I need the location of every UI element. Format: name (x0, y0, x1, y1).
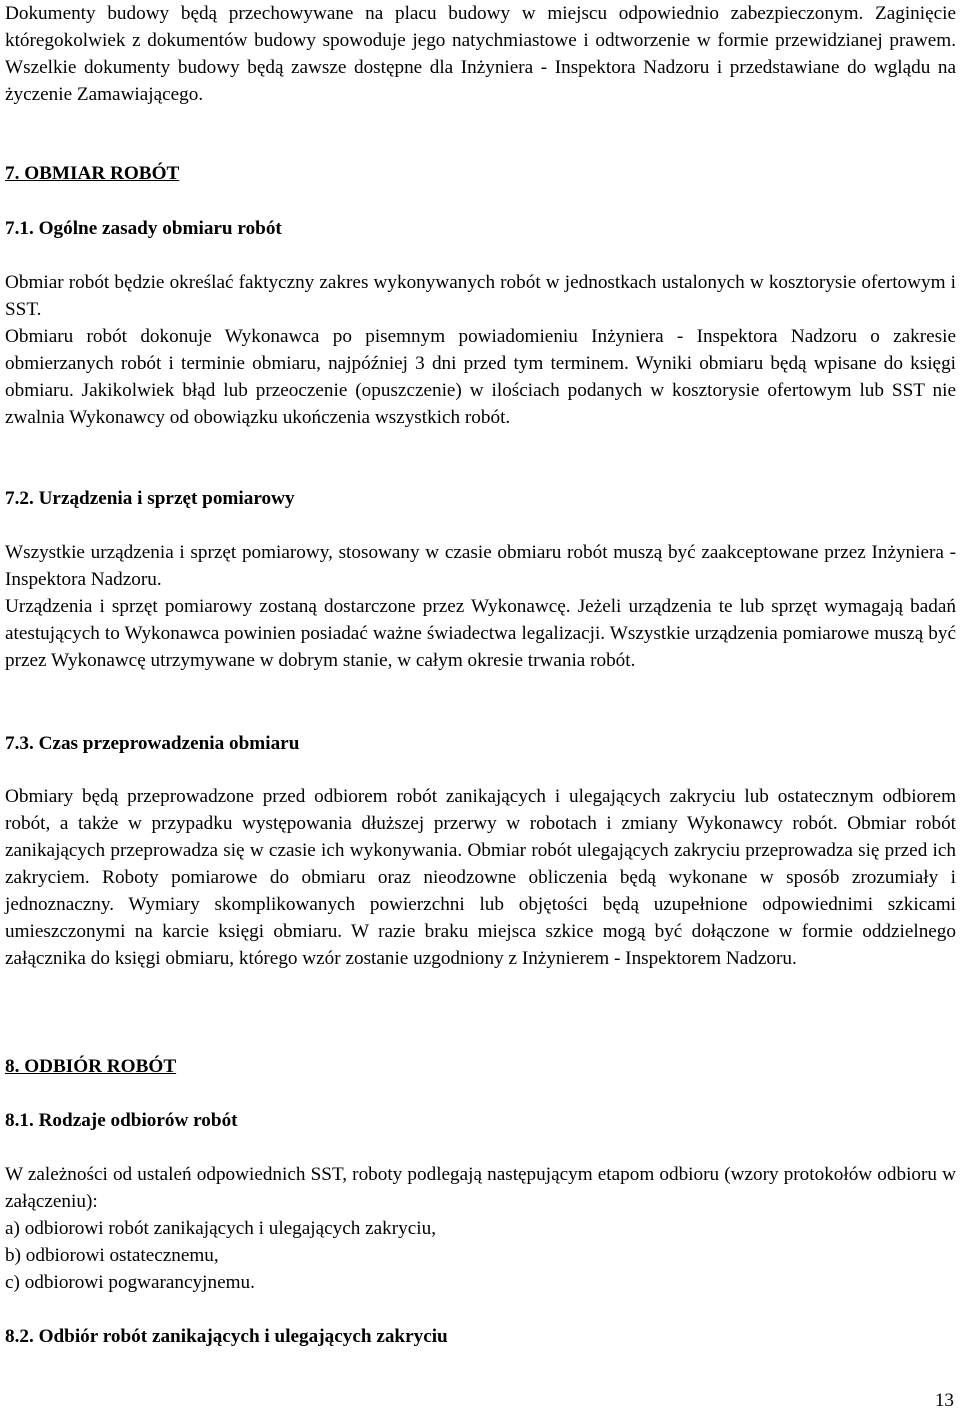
page-number: 13 (934, 1390, 954, 1411)
section-7-heading: 7. OBMIAR ROBÓT (5, 163, 180, 184)
intro-paragraph: Dokumenty budowy będą przechowywane na placu budowy w miejscu odpowiednio zabezpieczonym. Zaginięcie któregokolwiek z dokumentów budowy spowoduje jego natychmiastowe i odtworzenie w formie przewidzianej prawem. Wszelkie dokumenty budowy będą zawsze dostępne dla Inżyniera - Inspektora Nadzoru i przedstawiane do wglądu na życzenie Zamawiającego. (5, 3, 956, 105)
section-7-2-heading: 7.2. Urządzenia i sprzęt pomiarowy (5, 488, 295, 509)
section-8-1-paragraph-1: W zależności od ustaleń odpowiednich SST, roboty podlegają następującym etapom odbioru (wzory protokołów odbioru w załączeniu): (5, 1164, 956, 1212)
section-7-2-paragraph-2: Urządzenia i sprzęt pomiarowy zostaną dostarczone przez Wykonawcę. Jeżeli urządzenia te lub sprzęt wymagają badań atestujących to Wykonawca powinien posiadać ważne świadectwa legalizacji. Wszystkie urządzenia pomiarowe muszą być przez Wykonawcę utrzymywane w dobrym stanie, w całym okresie trwania robót. (5, 596, 956, 671)
list-item: a) odbiorowi robót zanikających i ulegających zakryciu, (5, 1218, 436, 1239)
section-7-1-paragraph-2: Obmiaru robót dokonuje Wykonawca po pisemnym powiadomieniu Inżyniera - Inspektora Nadzoru o zakresie obmierzanych robót i terminie obmiaru, najpóźniej 3 dni przed tym terminem. Wyniki obmiaru będą wpisane do księgi obmiaru. Jakikolwiek błąd lub przeoczenie (opuszczenie) w ilościach podanych w kosztorysie ofertowym lub SST nie zwalnia Wykonawcy od obowiązku ukończenia wszystkich robót. (5, 326, 956, 428)
section-8-2-heading: 8.2. Odbiór robót zanikających i ulegających zakryciu (5, 1326, 448, 1347)
section-7-3-paragraph-1: Obmiary będą przeprowadzone przed odbiorem robót zanikających i ulegających zakryciu lub ostatecznym odbiorem robót, a także w przypadku występowania dłuższej przerwy w robotach i zmiany Wykonawcy robót. Obmiar robót zanikających przeprowadza się w czasie ich wykonywania. Obmiar robót ulegających zakryciu przeprowadza się przed ich zakryciem. Roboty pomiarowe do obmiaru oraz nieodzowne obliczenia będą wykonane w sposób zrozumiały i jednoznaczny. Wymiary skomplikowanych powierzchni lub objętości będą uzupełnione odpowiednimi szkicami umieszczonymi na karcie księgi obmiaru. W razie braku miejsca szkice mogą być dołączone w formie oddzielnego załącznika do księgi obmiaru, którego wzór zostanie uzgodniony z Inżynierem - Inspektorem Nadzoru. (5, 786, 956, 969)
section-7-3-heading: 7.3. Czas przeprowadzenia obmiaru (5, 733, 300, 754)
section-7-1-paragraph-1: Obmiar robót będzie określać faktyczny zakres wykonywanych robót w jednostkach ustalonych w kosztorysie ofertowym i SST. (5, 272, 956, 320)
section-7-2-paragraph-1: Wszystkie urządzenia i sprzęt pomiarowy, stosowany w czasie obmiaru robót muszą być zaakceptowane przez Inżyniera - Inspektora Nadzoru. (5, 542, 956, 590)
list-item: c) odbiorowi pogwarancyjnemu. (5, 1272, 255, 1293)
receipt-types-list (5, 1215, 956, 1296)
section-7-1-heading: 7.1. Ogólne zasady obmiaru robót (5, 218, 282, 239)
section-8-1-heading: 8.1. Rodzaje odbiorów robót (5, 1110, 238, 1131)
list-item: b) odbiorowi ostatecznemu, (5, 1245, 219, 1266)
section-8-heading: 8. ODBIÓR ROBÓT (5, 1056, 177, 1077)
